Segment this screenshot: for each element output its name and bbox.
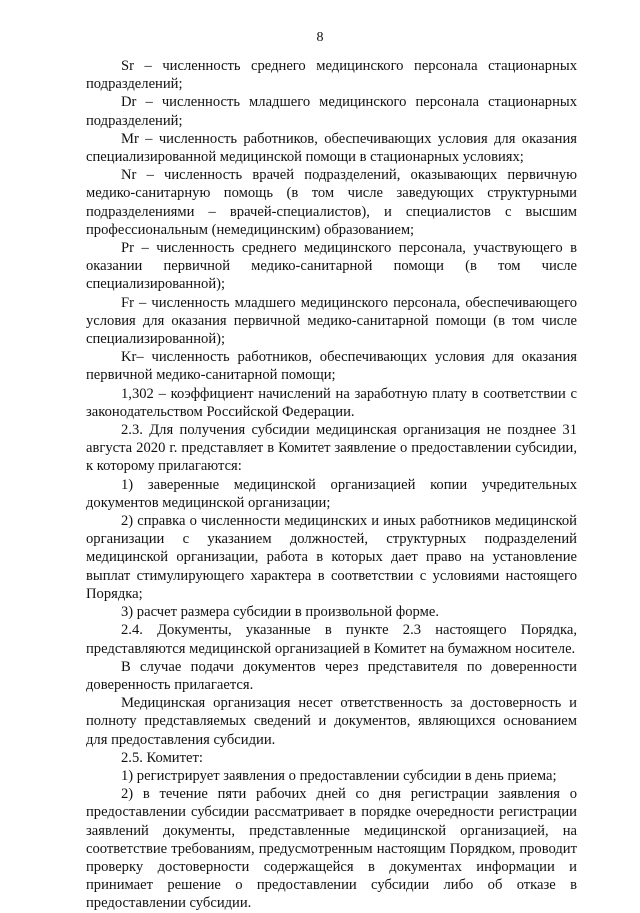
document-body xyxy=(86,57,577,913)
paragraph-responsibility: Медицинская организация несет ответственность за достоверность и полноту представляемых сведений и документов, являющихся основанием для предоставления субсидии. xyxy=(86,695,577,748)
paragraph-nr: Nr – численность врачей подразделений, оказывающих первичную медико-санитарную помощь (в том числе заведующих структурными подразделениями – врачей-специалистов), и специалистов с высшим профессиональным (немедицинским) образованием; xyxy=(86,167,577,238)
paragraph-sr: Sr – численность среднего медицинского персонала стационарных подразделений; xyxy=(86,58,577,93)
list-item-2-5-1: 1) регистрирует заявления о предоставлении субсидии в день приема; xyxy=(121,767,557,784)
list-item-2-5-2: 2) в течение пяти рабочих дней со дня регистрации заявления о предоставлении субсидии рассматривает в порядке очередности регистрации заявлений документы, представленные медицинской организацией, на соответствие требованиям, предусмотренным настоящим Порядком, проводит проверку достоверности содержащейся в документах информации и принимает решение о предоставлении субсидии либо об отказе в предоставлении субсидии. xyxy=(86,786,577,912)
list-item-2-3-1: 1) заверенные медицинской организацией копии учредительных документов медицинской организации; xyxy=(86,476,577,511)
paragraph-kr: Kr– численность работников, обеспечивающих условия для оказания первичной медико-санитарной помощи; xyxy=(86,349,577,384)
page-number: 8 xyxy=(316,30,324,45)
paragraph-fr: Fr – численность младшего медицинского персонала, обеспечивающего условия для оказания первичной медико-санитарной помощи (в том числе специализированной); xyxy=(86,294,577,348)
paragraph-coefficient: 1,302 – коэффициент начислений на заработную плату в соответствии с законодательством Российской Федерации. xyxy=(86,385,577,420)
paragraph-2-5: 2.5. Комитет: xyxy=(121,749,203,766)
paragraph-2-4: 2.4. Документы, указанные в пункте 2.3 настоящего Порядка, представляются медицинской организацией в Комитет на бумажном носителе. xyxy=(86,622,577,657)
list-item-2-3-2: 2) справка о численности медицинских и иных работников медицинской организации с указанием должностей, структурных подразделений медицинской организации, работа в которых дает право на установление выплат стимулирующего характера в соответствии с условиями настоящего Порядка; xyxy=(86,513,577,602)
paragraph-dr: Dr – численность младшего медицинского персонала стационарных подразделений; xyxy=(86,94,577,129)
paragraph-pr: Pr – численность среднего медицинского персонала, участвующего в оказании первичной медико-санитарной помощи (в том числе специализированной); xyxy=(86,240,577,293)
list-item-2-3-3: 3) расчет размера субсидии в произвольной форме. xyxy=(121,604,439,621)
paragraph-2-3: 2.3. Для получения субсидии медицинская организация не позднее 31 августа 2020 г. представляет в Комитет заявление о предоставлении субсидии, к которому прилагаются: xyxy=(86,422,577,475)
paragraph-representative: В случае подачи документов через представителя по доверенности доверенность прилагается. xyxy=(86,658,577,693)
paragraph-mr: Mr – численность работников, обеспечивающих условия для оказания специализированной медицинской помощи в стационарных условиях; xyxy=(86,130,577,166)
